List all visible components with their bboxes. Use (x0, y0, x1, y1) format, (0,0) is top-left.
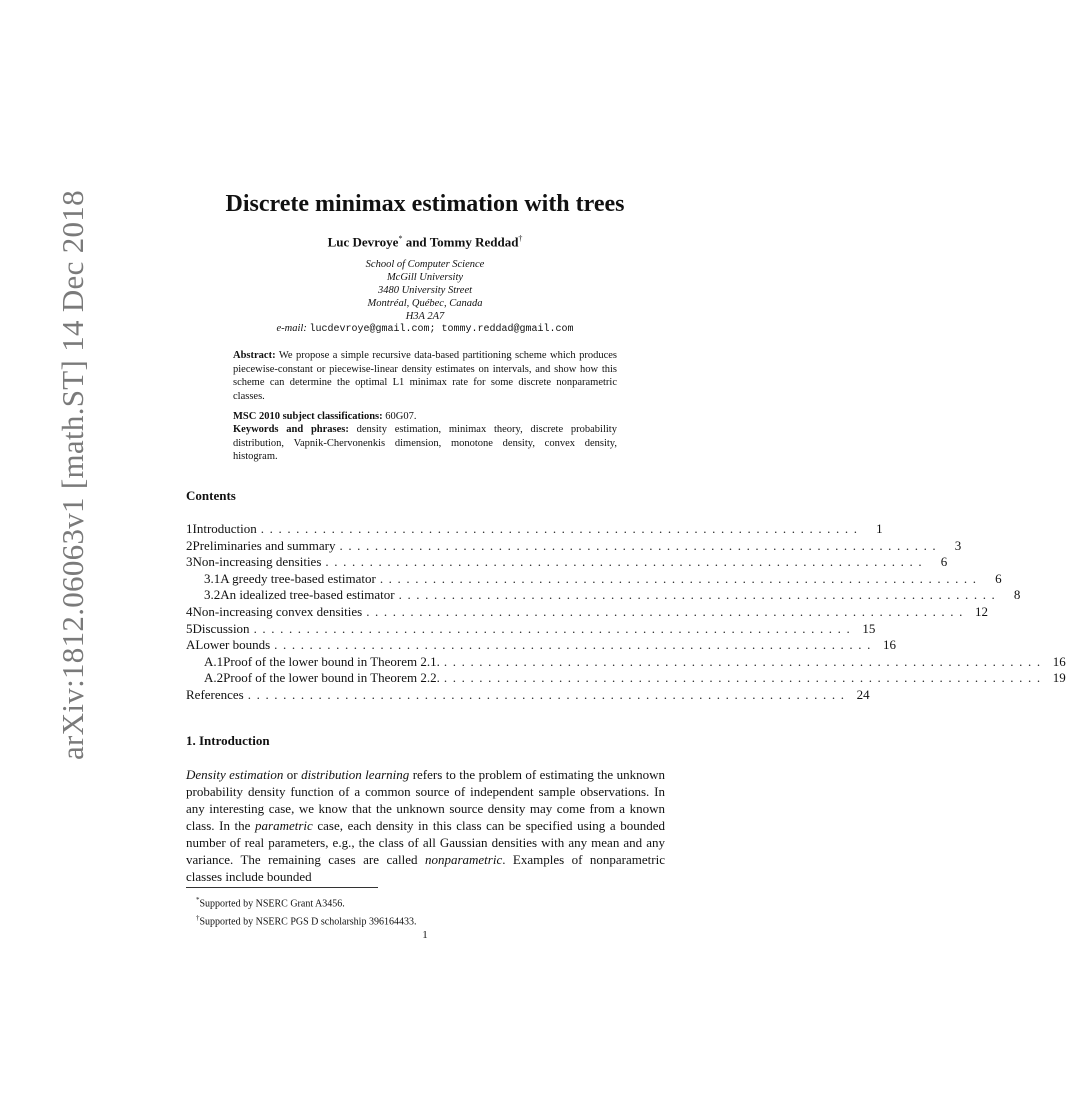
toc-page: 6 (940, 554, 948, 570)
toc-entry[interactable] (186, 686, 870, 704)
term-parametric: parametric (255, 818, 313, 833)
abstract-text: We propose a simple recursive data-based partitioning scheme which produces piecewise-constant or piecewise-linear density estimates on intervals, and show how this scheme can determine the optimal L1 minimax rate for some discrete nonparametric classes. (233, 350, 618, 402)
msc-label: MSC 2010 subject classifications: (233, 411, 383, 422)
affiliation (0, 258, 850, 323)
text-run: case, each density in this class can be specified using a bounded number of real parameters, e.g., the class of all Gaussian densities with any mean and any variance. The remaining cases are called (186, 818, 665, 867)
toc-entry[interactable] (186, 603, 988, 621)
author-line (0, 234, 850, 250)
abstract-label: Abstract: (233, 350, 276, 361)
keywords-label: Keywords and phrases: (233, 424, 349, 435)
toc-label: Preliminaries and summary (192, 537, 336, 553)
toc-label: Introduction (192, 521, 257, 536)
toc-label: Discussion (192, 620, 250, 636)
footnote-mark: † (196, 914, 200, 923)
affiliation-line: McGill University (386, 272, 464, 283)
footnote-text: Supported by NSERC Grant A3456. (199, 898, 345, 910)
toc-leader: .................................................................... (247, 686, 850, 702)
section-heading: 1. Introduction (186, 733, 270, 748)
toc-entry[interactable] (186, 587, 1021, 604)
affiliation-line: School of Computer Science (365, 259, 485, 270)
toc-page: 15 (862, 620, 876, 636)
toc-page: 24 (856, 686, 870, 702)
msc-value: 60G07. (385, 411, 417, 422)
keywords-value: density estimation, minimax theory, discrete probability distribution, Vapnik-Chervonenkis dimension, monotone density, convex density, histogram. (233, 424, 617, 462)
toc-leader: .................................................................... (443, 670, 1046, 686)
toc-number: 3.2 (204, 587, 221, 603)
toc-number: 4 (186, 603, 193, 619)
toc-number: A.1 (204, 653, 224, 669)
toc-page: 8 (1013, 587, 1021, 603)
toc-leader: .................................................................... (260, 521, 863, 536)
arxiv-identifier: arXiv:1812.06063v1 [math.ST] 14 Dec 2018 (55, 190, 90, 760)
toc-leader: .................................................................... (443, 653, 1046, 669)
keywords (233, 423, 617, 464)
toc-number: 5 (186, 620, 193, 636)
toc-page: 3 (954, 537, 962, 553)
toc-number: 3 (186, 554, 193, 570)
email-label: e-mail: (276, 323, 307, 334)
msc-classification (233, 410, 617, 424)
toc-number: 2 (186, 537, 193, 553)
text-run: or (283, 767, 302, 782)
toc-entry[interactable] (186, 653, 1066, 671)
toc-label: Non-increasing convex densities (192, 603, 363, 619)
toc-entry[interactable] (186, 570, 1002, 588)
toc-leader: .................................................................... (253, 620, 856, 636)
author-name: Tommy Reddad (429, 234, 519, 250)
toc-page: 19 (1052, 670, 1066, 686)
text-run: . Examples of nonparametric classes include bounded (186, 852, 665, 884)
toc-leader: .................................................................... (366, 603, 968, 619)
footnote-rule (186, 887, 378, 888)
toc-leader: .................................................................... (339, 537, 942, 553)
toc-number: 3.1 (204, 570, 221, 586)
toc-page: 12 (975, 603, 988, 619)
toc-page: 1 (876, 521, 883, 536)
toc-label: Lower bounds (195, 637, 271, 653)
footnote (196, 893, 416, 911)
abstract (233, 349, 617, 403)
author-mark: † (518, 234, 523, 243)
toc-page: 16 (882, 637, 896, 653)
toc-page: 6 (995, 570, 1002, 586)
table-of-contents (186, 521, 1066, 704)
author-mark: * (398, 234, 403, 243)
toc-entry[interactable] (186, 537, 962, 555)
toc-entry[interactable] (186, 521, 883, 538)
toc-page: 16 (1052, 653, 1066, 669)
toc-leader: .................................................................... (398, 587, 1001, 603)
toc-number: A (186, 637, 196, 653)
toc-number: 1 (186, 521, 193, 536)
email-addresses[interactable]: lucdevroye@gmail.com; tommy.reddad@gmail.com (309, 324, 574, 335)
author-name: Luc Devroye (327, 234, 399, 250)
toc-number: A.2 (204, 670, 224, 686)
toc-label: An idealized tree-based estimator (220, 587, 395, 603)
toc-label: Proof of the lower bound in Theorem 2.1. (223, 653, 440, 669)
page-number: 1 (422, 929, 428, 941)
toc-leader: .................................................................... (325, 554, 928, 570)
text-run: refers to the problem of estimating the unknown probability density function of a common source of independent sample observations. In any interesting case, we know that the unknown source density may come from a known class. In the (186, 767, 665, 833)
toc-entry[interactable] (186, 554, 948, 571)
toc-label: A greedy tree-based estimator (220, 570, 376, 586)
footnotes (196, 893, 416, 930)
contents-heading: Contents (186, 488, 236, 503)
affiliation-line: 3480 University Street (377, 285, 473, 296)
toc-entry[interactable] (186, 637, 896, 654)
term-nonparametric: nonparametric (424, 852, 503, 867)
term-density-estimation: Density estimation (186, 767, 284, 782)
toc-label: References (186, 686, 244, 702)
toc-label: Proof of the lower bound in Theorem 2.2. (223, 670, 440, 686)
toc-leader: .................................................................... (274, 637, 876, 653)
email-line (0, 323, 850, 335)
footnote-text: Supported by NSERC PGS D scholarship 396164433. (199, 916, 417, 928)
footnote (196, 911, 416, 929)
toc-label: Non-increasing densities (192, 554, 322, 570)
author-joiner: and (405, 234, 427, 250)
toc-entry[interactable] (186, 620, 876, 638)
toc-entry[interactable] (186, 670, 1066, 687)
paper-title: Discrete minimax estimation with trees (225, 191, 625, 217)
footnote-mark: * (196, 896, 200, 904)
affiliation-line: Montréal, Québec, Canada (367, 298, 483, 309)
affiliation-line: H3A 2A7 (405, 311, 445, 322)
term-distribution-learning: distribution learning (301, 767, 410, 782)
toc-leader: .................................................................... (379, 570, 982, 586)
intro-paragraph (186, 766, 665, 885)
